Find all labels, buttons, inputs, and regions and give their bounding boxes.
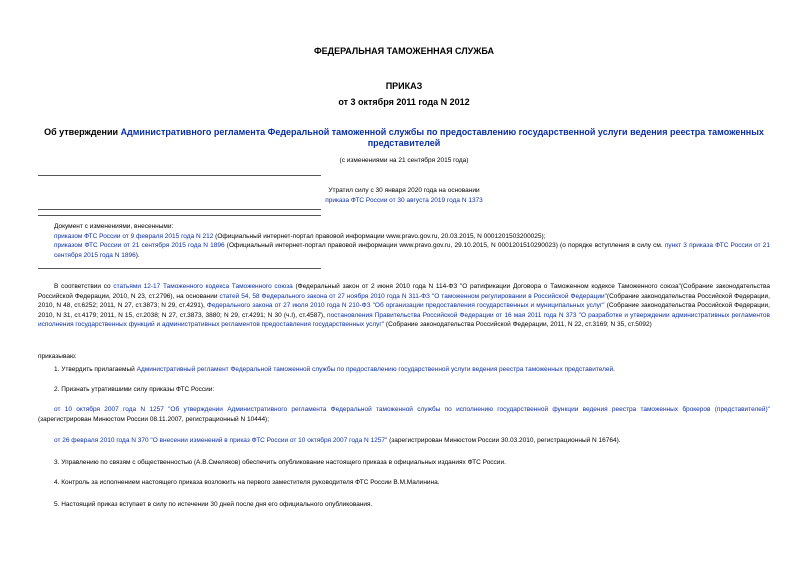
divider <box>38 175 321 176</box>
item-4: 4. Контроль за исполнением настоящего приказа возложить на первого заместителя руководителя ФТС России В.М.Малинина. <box>54 479 440 486</box>
amendment-text: (Официальный интернет-портал правовой информации www.pravo.gov.ru, 29.10.2015, N 0001201510290023) (о порядке вступления в силу см. <box>224 242 665 249</box>
amendment-text: ). <box>135 251 140 259</box>
amendment-item <box>54 232 770 242</box>
amendment-link-212[interactable]: приказом ФТС России от 9 февраля 2015 года N 212 <box>54 232 214 240</box>
preamble-text: (Собрание законодательства Российской Федерации, 2010, N 31, ст.4179; 2011, N 15, ст.2038; N 27, ст.3873, 3880; N 29, ст.4291; N 30 (ч.I), ст.4587), <box>38 302 770 319</box>
item-2b-link[interactable]: от 26 февраля 2010 года N 370 "О внесении изменений в приказ ФТС России от 10 октября 2007 года N 1257" <box>54 437 388 444</box>
item-3: 3. Управлению по связям с общественностью (А.В.Смеляков) обеспечить опубликование настоящего приказа в официальных изданиях ФТС России. <box>54 459 506 466</box>
amendment-note: (с изменениями на 21 сентября 2015 года) <box>339 157 469 164</box>
expired-link[interactable]: приказа ФТС России от 30 августа 2019 года N 1373 <box>325 196 483 204</box>
item-1-link[interactable]: Административный регламент Федеральной таможенной службы по предоставлению государственной услуги ведения реестра таможенных представителей <box>136 366 614 373</box>
amendment-link-1896[interactable]: приказом ФТС России от 21 сентября 2015 года N 1896 <box>54 242 225 249</box>
expired-note <box>38 186 770 205</box>
preamble-text: В соответствии со <box>54 283 114 290</box>
item-2: 2. Признать утратившими силу приказы ФТС России: <box>54 386 215 393</box>
order-word: приказываю: <box>38 353 77 360</box>
doc-type: ПРИКАЗ <box>385 81 423 91</box>
preamble-text: (Собрание законодательства Российской Федерации, 2011, N 22, ст.3169; N 35, ст.5092) <box>384 321 652 328</box>
amendment-link-item3[interactable]: пункт 3 приказа ФТС России от 21 сентября 2015 года N 1896 <box>54 242 770 259</box>
preamble-link-373[interactable]: постановления Правительства Российской Федерации от 16 мая 2011 года N 373 "О разработке и утверждении административных регламентов исполнения государственных функций и административных регламентов предоставления государственных услуг" <box>38 311 770 328</box>
subject-link-cont[interactable]: представителей <box>367 138 441 148</box>
preamble-link-311fz[interactable]: статей 54, 58 Федерального закона от 27 ноября 2010 года N 311-ФЗ "О таможенном регулировании в Российской Федерации" <box>219 292 607 300</box>
doc-date-number: от 3 октября 2011 года N 2012 <box>338 97 470 107</box>
subject-link[interactable]: Административного регламента Федеральной таможенной службы по предоставлению государственной услуги ведения реестра таможенных <box>120 127 764 137</box>
doc-subject <box>38 127 770 149</box>
amendment-item <box>54 241 770 260</box>
preamble-text: (Федеральный закон от 2 июня 2010 года N 114-ФЗ "О ратификации Договора о Таможенном кодексе Таможенного союза"(Собрание законодательства Российской Федерации, 2010, N 23, ст.2796), на основании <box>38 283 770 300</box>
preamble-link-210fz[interactable]: Федерального закона от 27 июля 2010 года N 210-ФЗ "Об организации предоставления государственных и муниципальных услуг" <box>206 302 605 309</box>
item-text: (зарегистрирован Минюстом России 08.11.2007, регистрационный N 10444); <box>38 415 270 423</box>
item-2a-link[interactable]: от 10 октября 2007 года N 1257 "Об утверждении Административного регламента Федеральной таможенной службы по исполнению государственной функции ведения реестра таможенных брокеров (представителей)" <box>54 406 770 413</box>
item-5: 5. Настоящий приказ вступает в силу по истечении 30 дней после дня его официального опубликования. <box>54 501 373 508</box>
org-title: ФЕДЕРАЛЬНАЯ ТАМОЖЕННАЯ СЛУЖБА <box>313 46 495 56</box>
preamble-link-tk[interactable]: статьями 12-17 Таможенного кодекса Таможенного союза <box>113 283 293 290</box>
divider <box>38 209 321 210</box>
expired-line1: Утратил силу с 30 января 2020 года на основании <box>328 187 480 194</box>
item-text: (зарегистрирован Минюстом России 30.03.2010, регистрационный N 16764). <box>387 437 621 444</box>
item-2b <box>38 436 770 446</box>
subject-prefix: Об утверждении <box>44 127 121 137</box>
amendments-block <box>54 222 770 260</box>
preamble <box>38 282 770 330</box>
item-2a <box>38 405 770 424</box>
item-1 <box>38 365 770 375</box>
divider <box>38 268 321 269</box>
amendments-intro: Документ с изменениями, внесенными: <box>54 223 174 230</box>
divider <box>38 215 321 216</box>
item-text: 1. Утвердить прилагаемый <box>54 366 137 373</box>
item-text: . <box>613 366 615 373</box>
preamble-text: (Собрание законодательства Российской Федерации, 2010, N 48, ст.6252; 2011, N 27, ст.3873; N 29, ст.4291), <box>38 292 770 309</box>
amendment-text: (Официальный интернет-портал правовой информации www.pravo.gov.ru, 20.03.2015, N 0001201503200025); <box>213 232 546 240</box>
